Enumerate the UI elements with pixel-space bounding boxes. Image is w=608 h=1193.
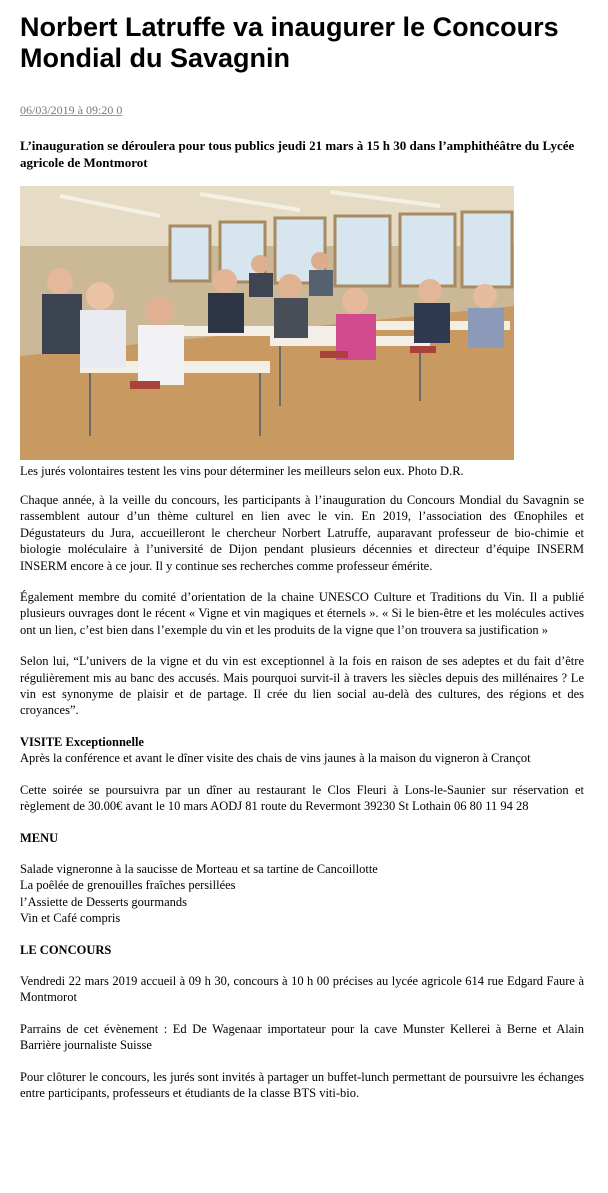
article-lead: L’inauguration se déroulera pour tous publics jeudi 21 mars à 15 h 30 dans l’amphithéâtre du Lycée agricole de Montmorot (20, 138, 575, 170)
concours-text: Vendredi 22 mars 2019 accueil à 09 h 30, concours à 10 h 00 précises au lycée agricole 614 rue Edgard Faure à Montmorot (20, 973, 584, 1005)
paragraph-quote: Selon lui, “L’univers de la vigne et du vin est exceptionnel à la fois en raison de ses adeptes et du fait d’être régulièrement mis au banc des accusés. Mais pourquoi survit-il à travers les siècles depuis des millénaires ? Le vin est synonyme de plaisir et de partage. Il crée du lien social au-delà des cultures, des régions et des croyances”. (20, 654, 584, 718)
soiree-text: Cette soirée se poursuivra par un dîner au restaurant le Clos Fleuri à Lons-le-Saunier sur réservation et règlement de 30.00€ avant le 10 mars AODJ 81 route du Revermont 39230 St Lothain 06 80 11 94 28 (20, 782, 584, 814)
menu-item: Vin et Café compris (20, 911, 121, 926)
menu-item: La poêlée de grenouilles fraîches persillées (20, 878, 236, 893)
photo-caption: Les jurés volontaires testent les vins pour déterminer les meilleurs selon eux. Photo D.R. (20, 464, 464, 478)
paragraph-unesco: Également membre du comité d’orientation de la chaine UNESCO Culture et Traditions du Vin. Il a publié plusieurs ouvrages dont le récent « Vigne et vin magiques et éternels ». « Si le bien-être et les molécules actives ont un lien, c’est bien dans l’exemple du vin et les produits de la vigne que l’on trouvera sa justification » (20, 590, 584, 637)
menu-list (20, 861, 584, 927)
menu-heading: MENU (20, 830, 59, 845)
concours-heading: LE CONCOURS (20, 942, 112, 957)
menu-item: Salade vigneronne à la saucisse de Morteau et sa tartine de Cancoillotte (20, 861, 378, 876)
article-title: Norbert Latruffe va inaugurer le Concours Mondial du Savagnin (20, 12, 559, 73)
parrains-text: Parrains de cet évènement : Ed De Wagenaar importateur pour la cave Munster Kellerei à Berne et Alain Barrière journaliste Suisse (20, 1021, 584, 1053)
article-body (20, 492, 584, 1116)
visite-heading: VISITE Exceptionnelle (20, 734, 144, 749)
menu-item: l’Assiette de Desserts gourmands (20, 894, 187, 909)
visite-text: Après la conférence et avant le dîner visite des chais de vins jaunes à la maison du vigneron à Crançot (20, 751, 531, 766)
paragraph-intro: Chaque année, à la veille du concours, les participants à l’inauguration du Concours Mondial du Savagnin se rassemblent autour d’un thème culturel en lien avec le vin. En 2019, l’association des Œnophiles et Dégustateurs du Jura, accueilleront le chercheur Norbert Latruffe, auparavant professeur de bio-chimie et biologie moléculaire à l’université de Dijon pendant plusieurs décennies et directeur d’équipe INSERM INSERM encore à ce jour. Il y continue ses recherches comme professeur émérite. (20, 493, 584, 573)
article-date-link[interactable]: 06/03/2019 à 09:20 0 (20, 103, 123, 117)
cloture-text: Pour clôturer le concours, les jurés sont invités à partager un buffet-lunch permettant de poursuivre les échanges entre participants, professeurs et étudiants de la classe BTS viti-bio. (20, 1069, 584, 1100)
tasting-hall-image (20, 186, 514, 460)
article-photo (20, 186, 514, 460)
